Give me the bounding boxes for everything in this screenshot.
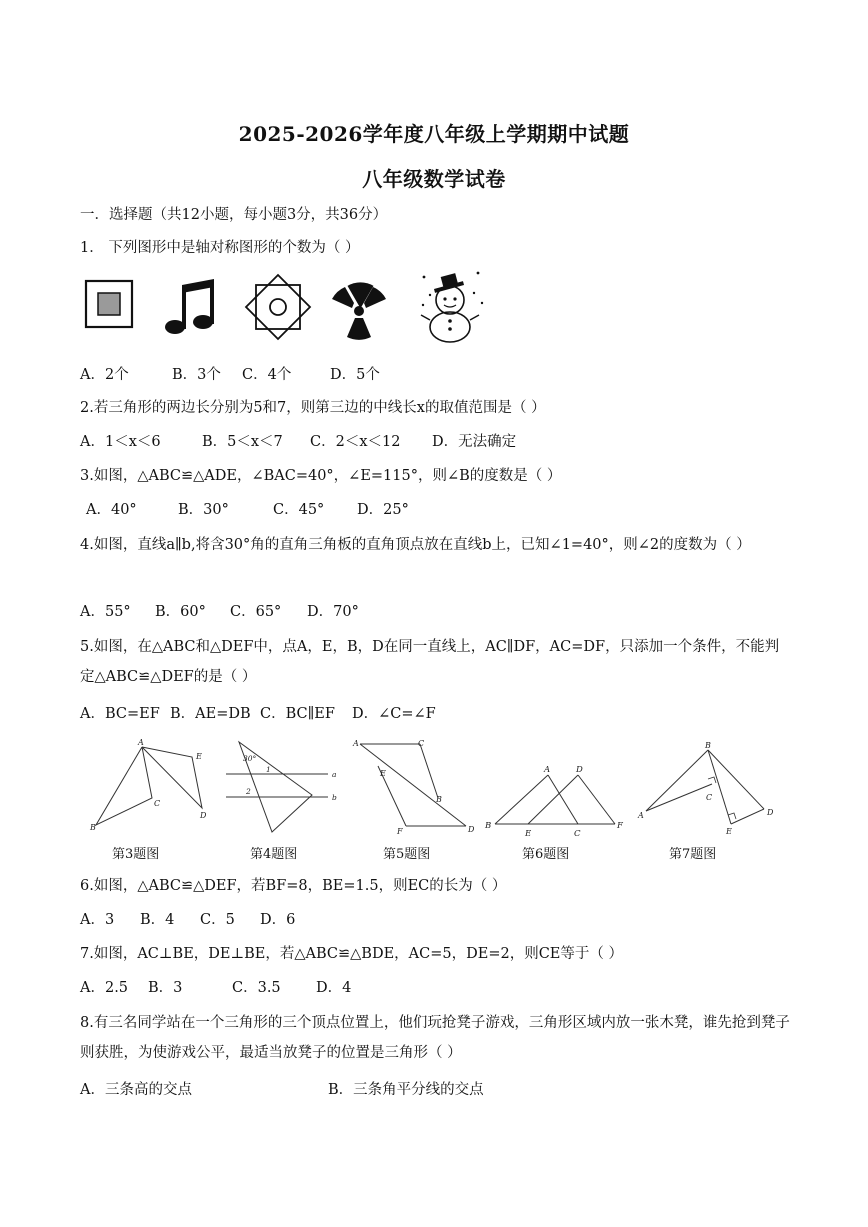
q3-option-c[interactable]: C．45°	[273, 502, 325, 518]
fig3-label-d: D	[200, 811, 207, 820]
fig6-label-a: A	[544, 765, 551, 775]
question-1-options	[80, 365, 380, 385]
section-heading: 一．选择题（共12小题，每小题3分，共36分）	[80, 207, 388, 223]
q3-option-d[interactable]: D．25°	[357, 502, 409, 518]
fig-7-caption: 第7题图	[669, 847, 717, 862]
q8-option-b[interactable]: B．三条角平分线的交点	[328, 1082, 484, 1098]
q5-option-c[interactable]: C．BC∥EF	[260, 706, 335, 722]
question-3-options	[86, 500, 409, 520]
q2-option-b[interactable]: B．5＜x＜7	[202, 434, 283, 450]
q8-option-a[interactable]: A．三条高的交点	[80, 1082, 192, 1098]
fig6-label-d: D	[576, 765, 583, 775]
q6-option-b[interactable]: B．4	[140, 912, 175, 928]
q4-option-a[interactable]: A．55°	[80, 604, 131, 620]
q7-option-b[interactable]: B．3	[148, 980, 183, 996]
fig3-label-a: A	[138, 738, 144, 747]
q1-option-b[interactable]: B．3个	[172, 367, 221, 383]
q6-option-c[interactable]: C．5	[200, 912, 235, 928]
question-8-options	[80, 1080, 484, 1100]
question-4-stem: 4.如图，直线a∥b,将含30°角的直角三角板的直角顶点放在直线b上，已知∠1=40°，则∠2的度数为（ ）	[80, 537, 751, 553]
fig3-label-e: E	[196, 752, 202, 761]
fig-3-caption: 第3题图	[112, 847, 160, 862]
snowman-figure	[421, 272, 483, 342]
q1-option-c[interactable]: C．4个	[242, 367, 292, 383]
fig-6-diagram	[482, 762, 630, 838]
q5-option-b[interactable]: B．AE=DB	[170, 706, 251, 722]
q2-option-c[interactable]: C．2＜x＜12	[310, 434, 401, 450]
question-7-options	[80, 978, 351, 998]
fig7-label-d: D	[767, 808, 774, 817]
fig5-label-f: F	[397, 827, 403, 836]
fig-7-diagram	[634, 738, 786, 838]
fig5-label-a: A	[353, 739, 359, 748]
question-6-stem: 6.如图，△ABC≌△DEF，若BF=8，BE=1.5，则EC的长为（ ）	[80, 878, 507, 894]
fig6-label-f: F	[617, 821, 623, 831]
question-4-options	[80, 602, 359, 622]
question-5-options	[80, 704, 436, 724]
q1-option-d[interactable]: D．5个	[330, 367, 380, 383]
q5-option-a[interactable]: A．BC=EF	[80, 706, 160, 722]
fig-4-diagram	[222, 736, 347, 836]
q6-option-a[interactable]: A．3	[80, 912, 115, 928]
fig7-label-c: C	[706, 793, 713, 802]
fig-6-caption: 第6题图	[522, 847, 570, 862]
q3-option-a[interactable]: A．40°	[86, 502, 137, 518]
q4-option-d[interactable]: D．70°	[307, 604, 359, 620]
q6-option-d[interactable]: D．6	[260, 912, 296, 928]
q3-option-b[interactable]: B．30°	[178, 502, 229, 518]
question-2-options	[80, 432, 516, 452]
fig4-label-line-a: a	[332, 770, 337, 779]
question-1-stem: 1． 下列图形中是轴对称图形的个数为（ ）	[80, 240, 360, 256]
fig-3-diagram	[88, 738, 218, 838]
fig4-label-line-b: b	[332, 793, 337, 802]
q7-option-c[interactable]: C．3.5	[232, 980, 281, 996]
square-diamond-circle-figure	[246, 275, 310, 339]
fig5-label-b: B	[436, 795, 442, 804]
fig6-label-c: C	[574, 829, 581, 838]
nested-squares-figure	[86, 281, 132, 327]
question-8-stem: 8.有三名同学站在一个三角形的三个顶点位置上，他们玩抢凳子游戏，三角形区域内放一张木凳，谁先抢到凳子则获胜，为使游戏公平，最适当放凳子的位置是三角形（ ）	[80, 1015, 790, 1061]
fig5-label-d: D	[468, 825, 475, 834]
music-note-figure	[165, 279, 214, 334]
fig7-label-a: A	[638, 811, 644, 820]
exam-subtitle: 八年级数学试卷	[362, 167, 506, 191]
fig3-label-b: B	[90, 823, 96, 832]
q2-option-d[interactable]: D．无法确定	[432, 434, 517, 450]
q2-option-a[interactable]: A．1＜x＜6	[80, 434, 161, 450]
exam-title: 2025-2026学年度八年级上学期期中试题	[238, 122, 630, 146]
fig-5-caption: 第5题图	[383, 847, 431, 862]
question-7-stem: 7.如图，AC⊥BE，DE⊥BE，若△ABC≌△BDE，AC=5，DE=2，则CE等于（ ）	[80, 946, 623, 962]
q4-option-c[interactable]: C．65°	[230, 604, 282, 620]
question-5-stem: 5.如图，在△ABC和△DEF中，点A，E，B，D在同一直线上，AC∥DF，AC=DF，只添加一个条件，不能判定△ABC≌△DEF的是（ ）	[80, 639, 780, 685]
fig5-label-c: C	[418, 739, 425, 748]
q4-option-b[interactable]: B．60°	[155, 604, 206, 620]
question-2-stem: 2.若三角形的两边长分别为5和7，则第三边的中线长x的取值范围是（ ）	[80, 400, 546, 416]
fig7-label-e: E	[726, 827, 732, 836]
fig5-label-e: E	[380, 769, 386, 778]
q5-option-d[interactable]: D．∠C=∠F	[352, 706, 436, 722]
fig7-label-b: B	[705, 741, 711, 750]
fig4-label-angle-2: 2	[246, 787, 251, 796]
question-3-stem: 3.如图，△ABC≌△ADE，∠BAC=40°，∠E=115°，则∠B的度数是（ ）	[80, 468, 562, 484]
fig4-label-angle-1: 1	[266, 765, 271, 774]
fig3-label-c: C	[154, 799, 161, 808]
question-6-options	[80, 910, 295, 930]
fig4-label-30deg: 30°	[243, 754, 257, 763]
fig6-label-e: E	[525, 829, 532, 838]
radiation-symbol-figure	[332, 275, 386, 340]
q7-option-d[interactable]: D．4	[316, 980, 352, 996]
fig-5-diagram	[350, 736, 480, 836]
q1-option-a[interactable]: A．2个	[80, 367, 129, 383]
q7-option-a[interactable]: A．2.5	[80, 980, 129, 996]
q1-figures	[78, 265, 498, 345]
fig6-label-b: B	[485, 821, 492, 831]
fig-4-caption: 第4题图	[250, 847, 298, 862]
